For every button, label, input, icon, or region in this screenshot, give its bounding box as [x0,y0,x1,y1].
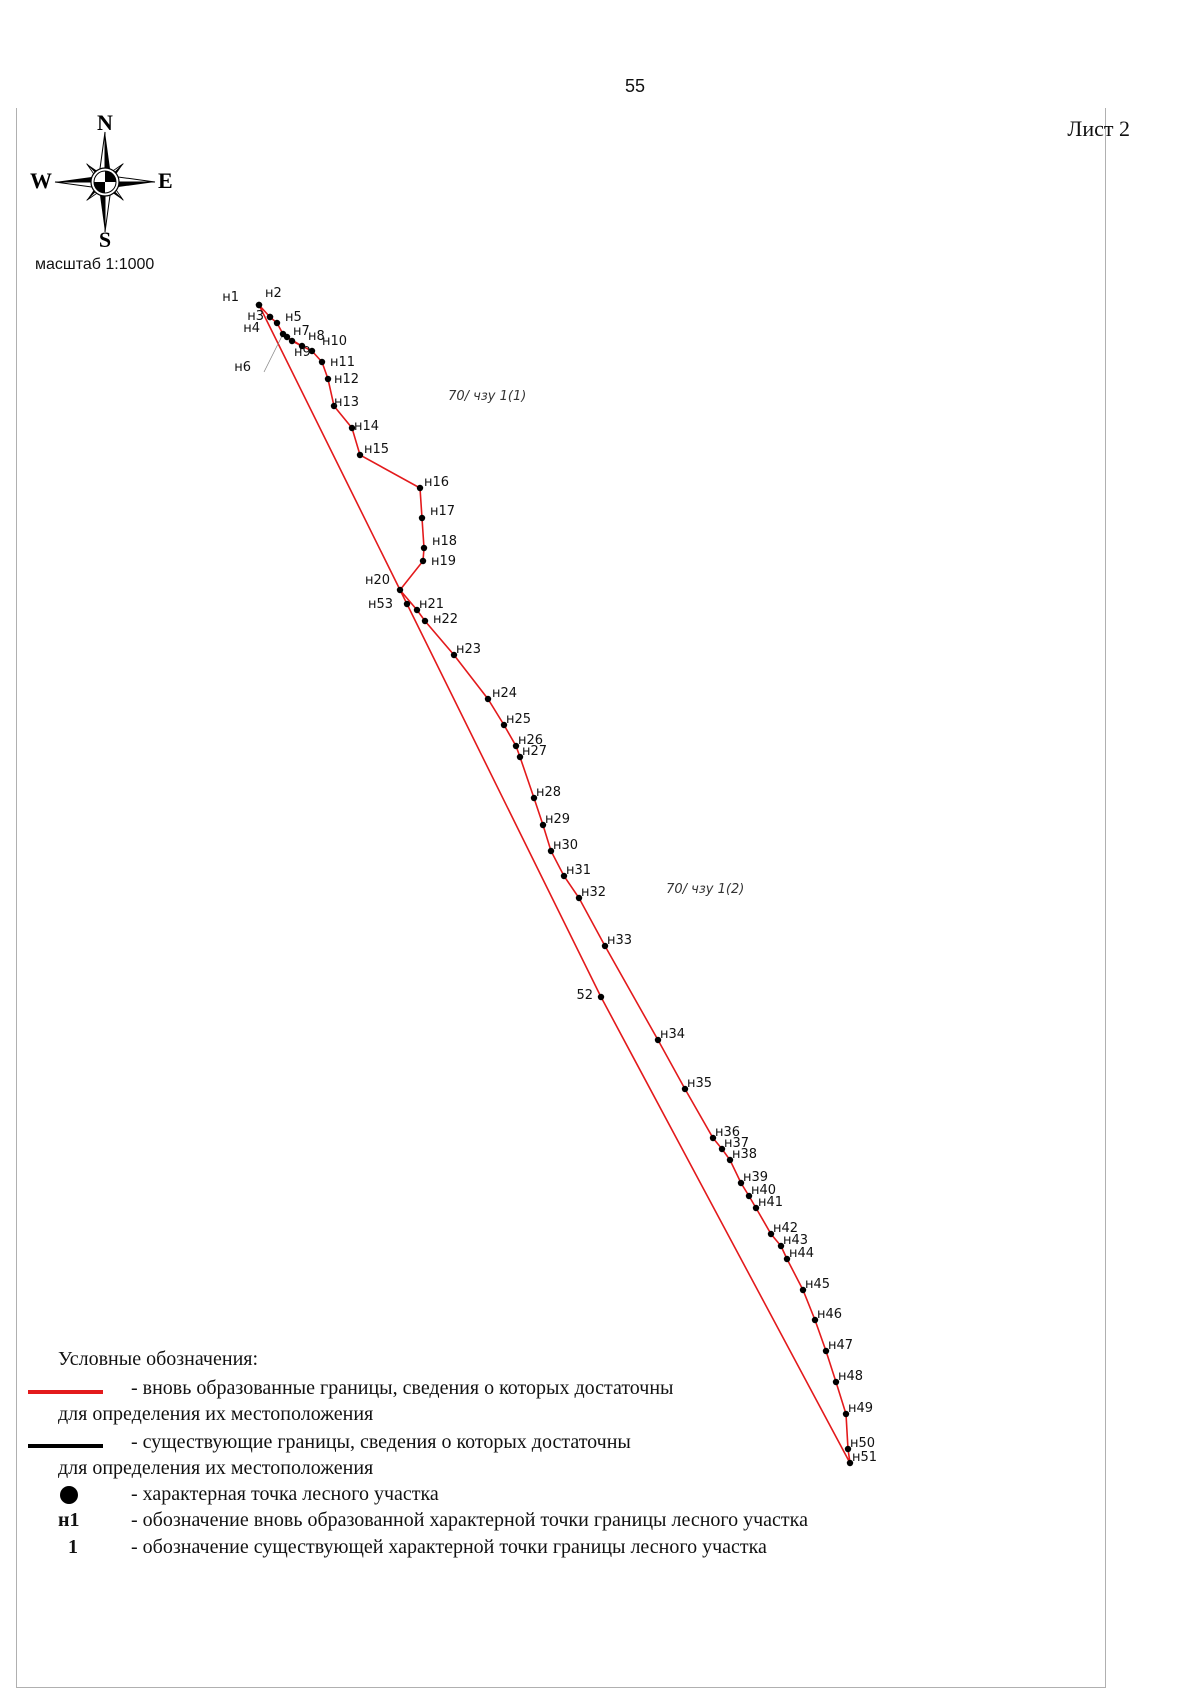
boundary-point-label: н2 [265,286,282,301]
boundary-point-label: н31 [566,863,592,878]
boundary-point-label: н41 [758,1195,784,1210]
boundary-point-label: н49 [848,1401,874,1416]
boundary-point-label: н30 [553,838,579,853]
boundary-point-label: н46 [817,1307,843,1322]
boundary-point-label: н44 [789,1246,815,1261]
legend-existing-boundary-text: - существующие границы, сведения о которых достаточны [131,1431,631,1453]
boundary-point-label: н16 [424,475,450,490]
boundary-point-label: н42 [773,1221,799,1236]
boundary-point-label: н10 [322,334,348,349]
boundary-point-label: н48 [838,1369,864,1384]
boundary-point-label: н25 [506,712,532,727]
boundary-point-label: н47 [828,1338,854,1353]
legend-new-point-text: - обозначение вновь образованной характерной точки границы лесного участка [131,1509,808,1531]
boundary-point-label: н17 [430,504,456,519]
boundary-point-marker [319,359,325,365]
compass-south-label: S [98,227,112,250]
boundary-point-marker [417,485,423,491]
boundary-point-label: н53 [367,597,393,612]
boundary-point-label: н7 [293,324,310,339]
boundary-point-label: н27 [522,744,548,759]
boundary-point-label: н18 [432,534,458,549]
legend-title: Условные обозначения: [58,1348,259,1370]
legend-existing-boundary-cont: для определения их местоположения [58,1457,374,1479]
page-number: 55 [624,76,646,96]
boundary-point-marker [284,334,290,340]
boundary-point-label: н20 [364,573,390,588]
compass-west-label: W [30,168,52,193]
boundary-point-marker [397,587,403,593]
boundary-point-label: н26 [518,733,544,748]
boundary-point-marker [325,376,331,382]
boundary-point-label: н39 [743,1170,769,1185]
zone-label-2: 70/ чзу 1(2) [662,882,745,897]
boundary-point-label: н6 [234,360,251,375]
boundary-point-label: н13 [334,395,360,410]
boundary-point-label: н4 [243,321,260,336]
legend-existing-point-text: - обозначение существующей характерной точки границы лесного участка [131,1536,767,1558]
boundary-point-marker [421,545,427,551]
legend-point-text: - характерная точка лесного участка [131,1483,439,1505]
boundary-point-label: н40 [751,1183,777,1198]
boundary-point-label: н36 [715,1125,741,1140]
legend-black-line-symbol [28,1444,103,1448]
boundary-point-label: н38 [732,1147,758,1162]
legend-red-line-symbol [28,1390,103,1394]
compass-east-label: E [158,168,173,193]
boundary-point-label: н23 [456,642,482,657]
boundary-point-label: 52 [576,988,593,1003]
boundary-point-label: н5 [285,310,302,325]
boundary-point-label: н34 [660,1027,686,1042]
boundary-point-label: н12 [334,372,360,387]
boundary-point-label: н22 [433,612,459,627]
boundary-point-label: н9 [294,345,311,360]
legend-new-point-symbol: н1 [58,1509,80,1531]
boundary-point-marker [419,515,425,521]
boundary-point-label: н51 [852,1450,878,1465]
boundary-point-marker [274,320,280,326]
boundary-point-label: н28 [536,785,562,800]
boundary-point-label: н33 [607,933,633,948]
boundary-point-marker [404,601,410,607]
boundary-point-label: н45 [805,1277,831,1292]
boundary-point-marker [420,558,426,564]
boundary-point-label: н1 [222,290,239,305]
boundary-point-label: н37 [724,1136,750,1151]
boundary-point-marker [357,452,363,458]
legend-new-boundary-text: - вновь образованные границы, сведения о которых достаточны [131,1377,674,1399]
boundary-point-marker [422,618,428,624]
legend-new-boundary-cont: для определения их местоположения [58,1403,374,1425]
boundary-point-label: н15 [364,442,390,457]
boundary-point-marker [485,696,491,702]
boundary-point-marker [598,994,604,1000]
boundary-point-label: н11 [330,355,356,370]
new-boundary-line [259,305,850,1463]
boundary-point-label: н50 [850,1436,876,1451]
boundary-point-label: н35 [687,1076,713,1091]
legend-point-symbol-icon [60,1486,78,1504]
boundary-point-label: н32 [581,885,607,900]
boundary-point-label: н29 [545,812,571,827]
scale-label: масштаб 1:1000 [35,256,155,273]
label-leader-line [264,334,283,372]
boundary-point-label: н19 [431,554,457,569]
boundary-point-label: н8 [308,329,325,344]
boundary-point-label: н3 [247,309,264,324]
legend-existing-point-symbol: 1 [68,1536,78,1558]
zone-label-1: 70/ чзу 1(1) [444,389,527,404]
boundary-point-marker [267,314,273,320]
boundary-point-marker [256,302,262,308]
sheet-label: Лист 2 [1067,116,1130,141]
boundary-point-label: н24 [492,686,518,701]
compass-north-label: N [97,110,113,135]
boundary-point-label: н43 [783,1233,809,1248]
boundary-point-label: н14 [354,419,380,434]
boundary-point-label: н21 [419,597,445,612]
